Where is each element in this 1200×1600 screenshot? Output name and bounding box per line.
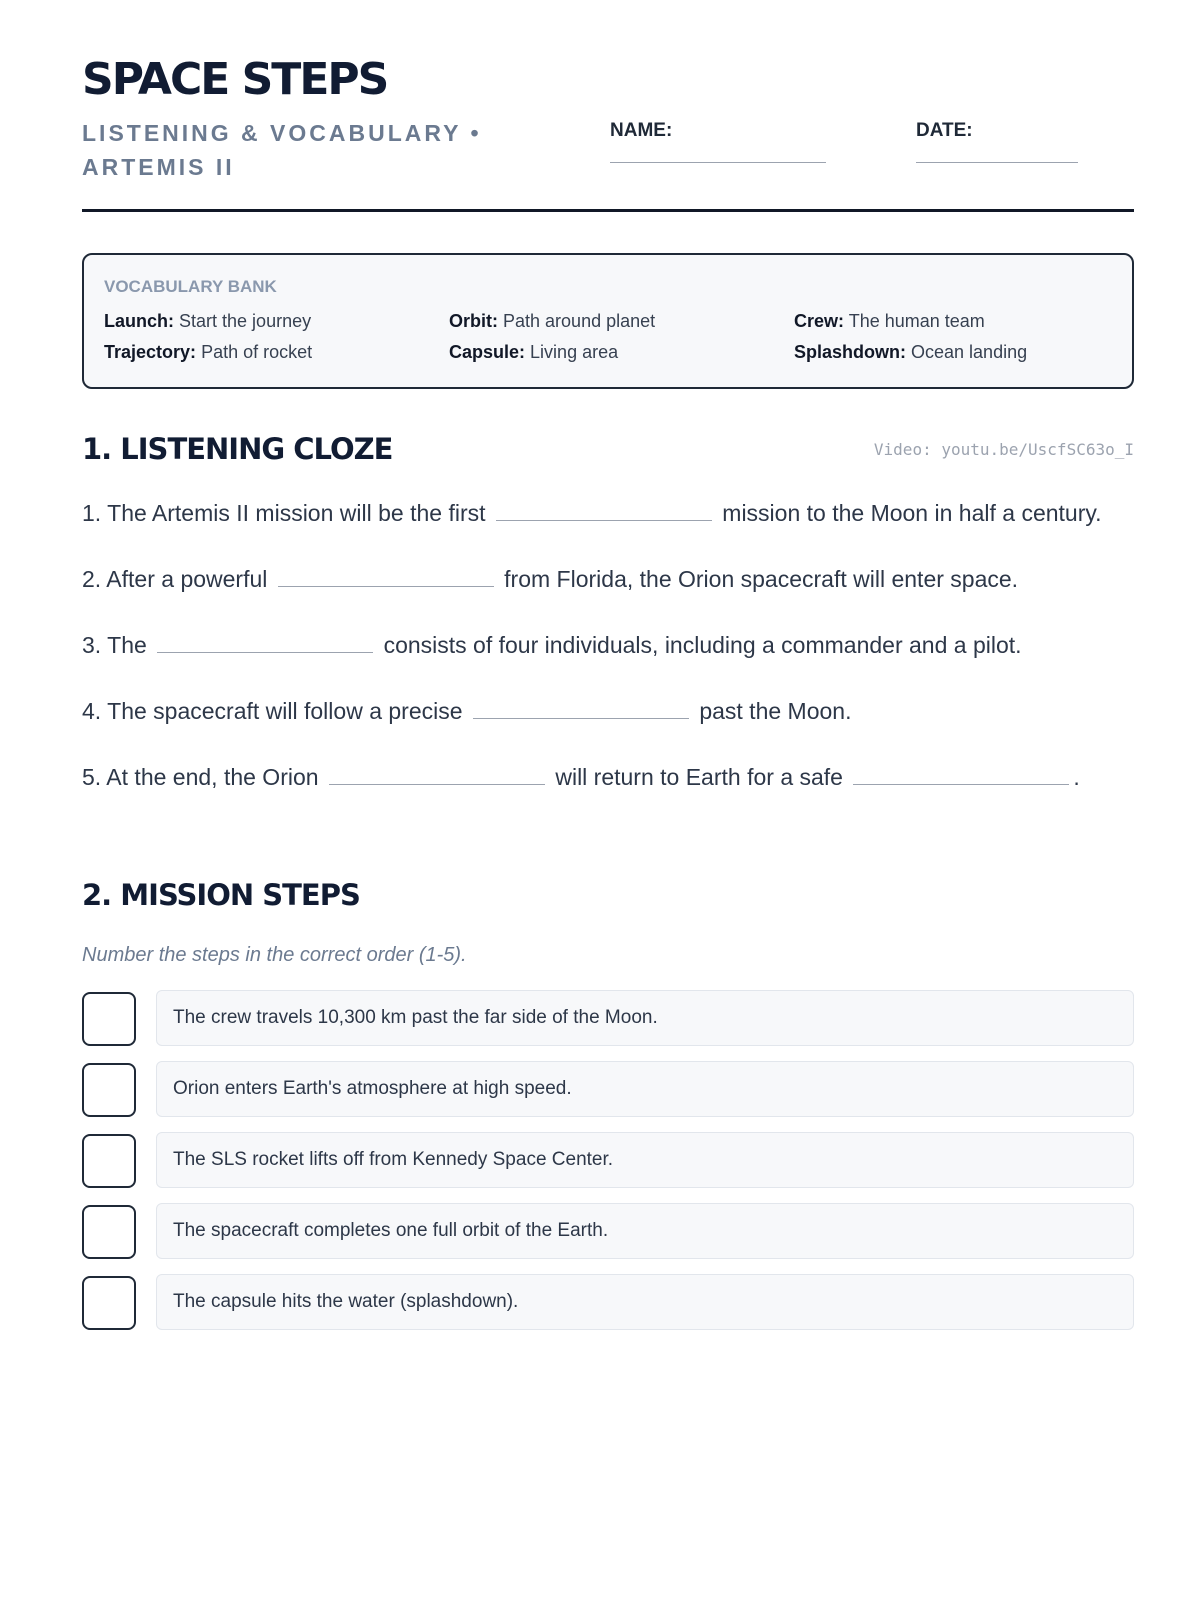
vocab-term: Trajectory:: [104, 342, 197, 362]
step-row: [82, 1203, 1134, 1259]
step-number-box[interactable]: [82, 1276, 136, 1330]
step-number-box[interactable]: [82, 1134, 136, 1188]
vocab-definition: Living area: [530, 342, 619, 362]
vocab-item: [794, 311, 1114, 332]
question-text: 2. After a powerful: [82, 566, 268, 592]
steps-instruction: Number the steps in the correct order (1-5).: [82, 944, 467, 966]
question-text: will return to Earth for a safe: [555, 764, 843, 790]
answer-blank[interactable]: [853, 764, 1069, 785]
step-text: The SLS rocket lifts off from Kennedy Space Center.: [156, 1132, 1134, 1188]
name-field[interactable]: [610, 120, 826, 163]
vocab-item: [794, 342, 1114, 363]
vocab-term: Capsule:: [449, 342, 526, 362]
step-text: Orion enters Earth's atmosphere at high speed.: [156, 1061, 1134, 1117]
question-text: consists of four individuals, including a commander and a pilot.: [383, 632, 1022, 658]
video-link[interactable]: Video: youtu.be/UscfSC63o_I: [873, 440, 1134, 459]
vocab-term: Orbit:: [449, 311, 498, 331]
date-line[interactable]: [916, 162, 1078, 163]
vocab-definition: The human team: [848, 311, 985, 331]
name-label: NAME:: [610, 120, 673, 141]
vocabulary-bank-title: VOCABULARY BANK: [104, 277, 277, 296]
listening-cloze: [82, 495, 1134, 825]
vocab-definition: Path of rocket: [201, 342, 313, 362]
question-text: .: [1073, 764, 1080, 790]
answer-blank[interactable]: [278, 566, 494, 587]
answer-blank[interactable]: [473, 698, 689, 719]
mission-steps-header: [82, 878, 1134, 912]
question-text: mission to the Moon in half a century.: [722, 500, 1102, 526]
date-label: DATE:: [916, 120, 973, 141]
vocab-item: [104, 311, 449, 332]
step-row: [82, 990, 1134, 1046]
step-text: The crew travels 10,300 km past the far side of the Moon.: [156, 990, 1134, 1046]
cloze-question: [82, 759, 1134, 796]
worksheet: [82, 0, 1134, 1312]
vocab-term: Crew:: [794, 311, 845, 331]
name-line[interactable]: [610, 162, 826, 163]
step-number-box[interactable]: [82, 992, 136, 1046]
step-text: The capsule hits the water (splashdown).: [156, 1274, 1134, 1330]
page-subtitle: LISTENING & VOCABULARY • ARTEMIS II: [82, 120, 482, 180]
step-number-box[interactable]: [82, 1205, 136, 1259]
vocab-definition: Start the journey: [179, 311, 312, 331]
cloze-question: [82, 561, 1134, 598]
date-field[interactable]: [916, 120, 1078, 163]
answer-blank[interactable]: [496, 500, 712, 521]
mission-steps-list: [82, 990, 1134, 1345]
question-text: from Florida, the Orion spacecraft will enter space.: [504, 566, 1019, 592]
cloze-question: [82, 627, 1134, 664]
vocab-definition: Ocean landing: [911, 342, 1028, 362]
cloze-question: [82, 693, 1134, 730]
vocab-item: [449, 311, 794, 332]
listening-cloze-header: [82, 432, 1134, 466]
question-text: 5. At the end, the Orion: [82, 764, 319, 790]
vocab-definition: Path around planet: [503, 311, 656, 331]
page-title: SPACE STEPS: [82, 54, 388, 105]
step-number-box[interactable]: [82, 1063, 136, 1117]
header: [82, 0, 1134, 212]
vocab-term: Launch:: [104, 311, 174, 331]
section-title-steps: 2. MISSION STEPS: [82, 878, 360, 912]
question-text: past the Moon.: [699, 698, 852, 724]
section-title-listening: 1. LISTENING CLOZE: [82, 432, 393, 466]
vocabulary-grid: [104, 311, 1112, 363]
vocab-item: [449, 342, 794, 363]
question-text: 4. The spacecraft will follow a precise: [82, 698, 463, 724]
question-text: 3. The: [82, 632, 147, 658]
vocab-item: [104, 342, 449, 363]
step-row: [82, 1061, 1134, 1117]
cloze-question: [82, 495, 1134, 532]
question-text: 1. The Artemis II mission will be the first: [82, 500, 486, 526]
step-row: [82, 1132, 1134, 1188]
answer-blank[interactable]: [329, 764, 545, 785]
vocab-term: Splashdown:: [794, 342, 906, 362]
step-row: [82, 1274, 1134, 1330]
vocabulary-bank: [82, 253, 1134, 389]
answer-blank[interactable]: [157, 632, 373, 653]
step-text: The spacecraft completes one full orbit of the Earth.: [156, 1203, 1134, 1259]
